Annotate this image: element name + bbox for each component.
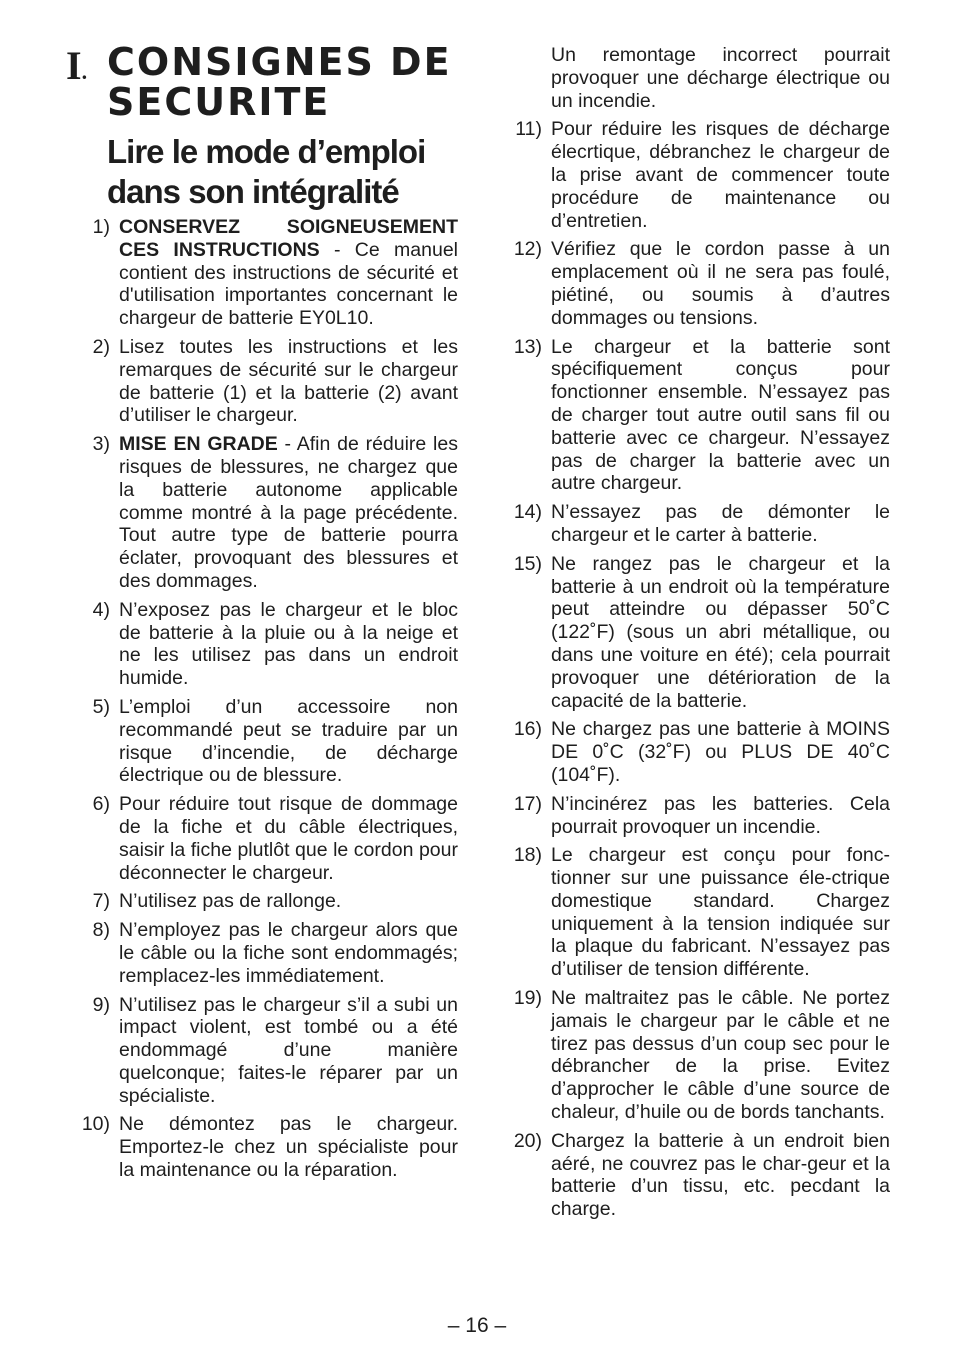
safety-item-19: 19) Ne maltraitez pas le câble. Ne portez jamais le chargeur par le câble et ne tirez pas dessus d’un coup sec pour le débrancher de la prise. Evitez d’approcher le câble d’une source de chaleur, d’huile ou de bords tanchants. bbox=[513, 987, 890, 1124]
safety-item-20: 20) Chargez la batterie à un endroit bien aéré, ne couvrez pas le char-geur et la batterie d’un tissu, etc. pecdant la charge. bbox=[513, 1129, 890, 1221]
item-10-continuation: Un remontage incorrect pourrait provoquer une décharge électrique ou un incendie. bbox=[551, 44, 890, 112]
safety-item-14: 14) N’essayez pas de démonter le chargeur et le carter à batterie. bbox=[513, 501, 890, 546]
safety-item-1: 1) CONSERVEZ SOIGNEUSEMENT CES INSTRUCTIONS - Ce manuel contient des instructions de sécurité et d'utilisation importantes concernant le chargeur de batterie EY0L10. bbox=[92, 216, 458, 330]
safety-item-17: 17) N’incinérez pas les batteries. Cela pourrait provoquer un incendie. bbox=[513, 792, 890, 838]
safety-item-10: 10) Ne démontez pas le chargeur. Emportez-le chez un spécialiste pour la maintenance ou la réparation. bbox=[81, 1113, 458, 1182]
safety-list-right bbox=[500, 118, 890, 1221]
safety-item-9: 9) N’utilisez pas le chargeur s’il a subi un impact violent, est tombé ou a été endommagé d’une manière quelconque; faites-le réparer par un spécialiste. bbox=[92, 993, 458, 1107]
safety-item-12: 12) Vérifiez que le cordon passe à un emplacement où il ne sera pas foulé, piétiné, ou soumis à d’autres dommages ou tensions. bbox=[513, 238, 890, 329]
section-title-line-1: CONSIGNES DE bbox=[107, 40, 452, 84]
section-subtitle bbox=[107, 132, 467, 212]
safety-item-8: 8) N’employez pas le chargeur alors que le câble ou la fiche sont endommagés; remplacez-les immédiatement. bbox=[92, 919, 458, 987]
safety-item-18: 18) Le chargeur est conçu pour fonc-tionner sur une puissance éle-ctrique domestique standard. Chargez uniquement à la tension indiquée sur la plaque du fabricant. N’essayez pas d’utiliser de tension différente. bbox=[513, 844, 890, 981]
roman-numeral: I. bbox=[66, 43, 88, 88]
safety-item-16: 16) Ne chargez pas une batterie à MOINS DE 0˚C (32˚F) ou PLUS DE 40˚C (104˚F). bbox=[513, 718, 890, 786]
safety-item-15: 15) Ne rangez pas le chargeur et la batterie à un endroit où la température peut atteindre ou dépasser 50˚C (122˚F) (sous un abri métallique, ou dans une voiture en été); cela pourrait provoquer une détérioration de la capacité de la batterie. bbox=[513, 552, 890, 712]
section-title-line-2: SECURITE bbox=[107, 80, 331, 124]
page-number: – 16 – bbox=[447, 1314, 507, 1337]
safety-item-11: 11) Pour réduire les risques de décharge élecrtique, débranchez le chargeur de la prise avant de commencer toute procédure de maintenance ou d’entretien. bbox=[515, 118, 890, 232]
safety-item-5: 5) L’emploi d’un accessoire non recommandé peut se traduire par un risque d’incendie, de décharge électrique ou de blessure. bbox=[92, 695, 458, 787]
section-subtitle-line-1: Lire le mode d’emploi bbox=[107, 133, 426, 170]
safety-item-13: 13) Le chargeur et la batterie sont spécifiquement conçus pour fonctionner ensemble. N’essayez pas de charger tout autre outil sans fil ou batterie avec ce chargeur. N’essayez pas de charger la batterie avec un autre chargeur. bbox=[513, 335, 890, 495]
safety-item-6: 6) Pour réduire tout risque de dommage de la fiche et du câble électriques, saisir la fiche plutlôt que le cordon pour déconnecter le chargeur. bbox=[92, 793, 458, 884]
section-title bbox=[107, 42, 467, 122]
safety-list-left bbox=[66, 216, 458, 1182]
safety-item-3: 3) MISE EN GRADE - Afin de réduire les risques de blessures, ne chargez que la batterie autonome applicable comme montré à la page précédente. Tout autre type de batterie pourra éclater, provoquant des blessures et des dommages. bbox=[92, 433, 458, 592]
safety-item-2: 2) Lisez toutes les instructions et les remarques de sécurité sur le chargeur de batterie (1) et la batterie (2) avant d’utiliser le chargeur. bbox=[92, 335, 458, 427]
left-column bbox=[66, 0, 458, 1188]
safety-item-7: 7) N’utilisez pas de rallonge. bbox=[92, 890, 342, 913]
section-heading bbox=[66, 42, 458, 212]
right-column bbox=[500, 0, 890, 1227]
section-subtitle-line-2: dans son intégralité bbox=[107, 173, 399, 210]
safety-item-4: 4) N’exposez pas le chargeur et le bloc de batterie à la pluie ou à la neige et ne les utilisez pas dans un endroit humide. bbox=[92, 598, 458, 690]
